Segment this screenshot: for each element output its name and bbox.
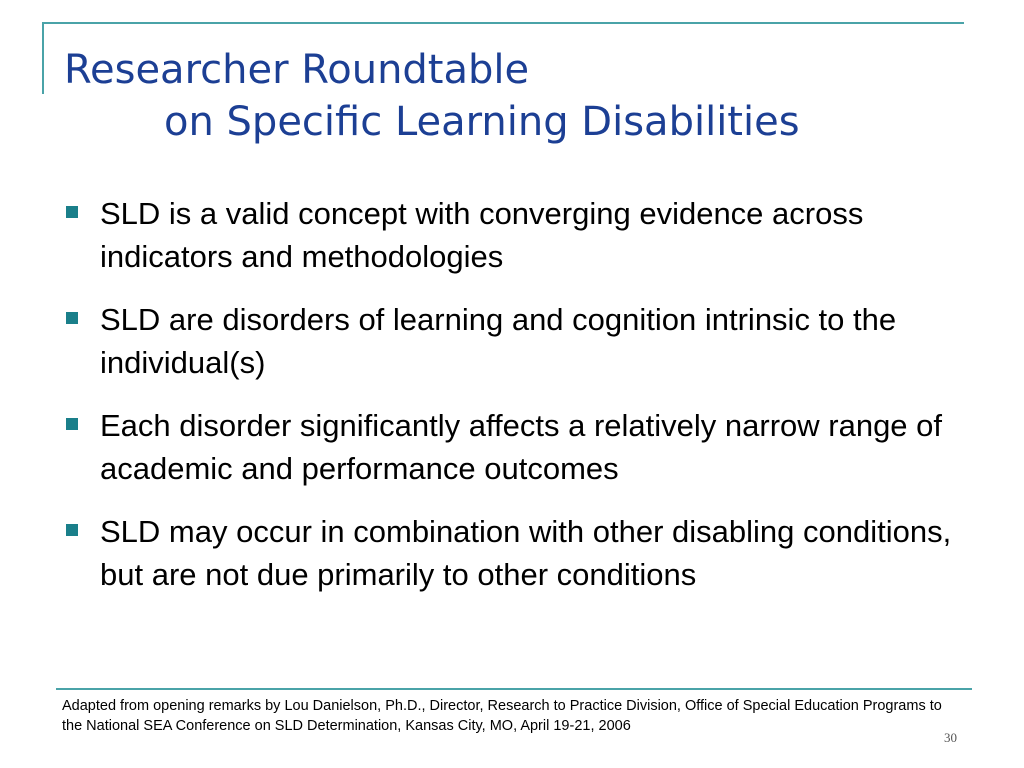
frame-top-rule <box>42 22 964 24</box>
bullet-text: Each disorder significantly affects a relatively narrow range of academic and performance outcomes <box>100 408 943 486</box>
slide-title-line-1: Researcher Roundtable <box>64 47 530 93</box>
bullet-text: SLD is a valid concept with converging evidence across indicators and methodologies <box>100 196 864 274</box>
bullet-text: SLD are disorders of learning and cognition intrinsic to the individual(s) <box>100 302 897 380</box>
square-bullet-icon <box>66 418 78 430</box>
bullet-text: SLD may occur in combination with other disabling conditions, but are not due primarily to other conditions <box>100 514 952 592</box>
square-bullet-icon <box>66 312 78 324</box>
footer-rule <box>56 688 972 690</box>
bullet-item <box>62 192 982 278</box>
frame-left-rule <box>42 22 44 94</box>
bullet-item <box>62 298 982 384</box>
square-bullet-icon <box>66 206 78 218</box>
slide-title <box>64 44 800 148</box>
page-number: 30 <box>944 730 957 745</box>
slide-title-line-2: on Specific Learning Disabilities <box>164 99 800 145</box>
bullet-item <box>62 510 982 596</box>
square-bullet-icon <box>66 524 78 536</box>
bullet-list <box>62 192 982 616</box>
footer-citation: Adapted from opening remarks by Lou Danielson, Ph.D., Director, Research to Practice Division, Office of Special Education Programs to the National SEA Conference on SLD Determination, Kansas City, MO, April 19-21, 2006 <box>62 698 942 734</box>
bullet-item <box>62 404 982 490</box>
